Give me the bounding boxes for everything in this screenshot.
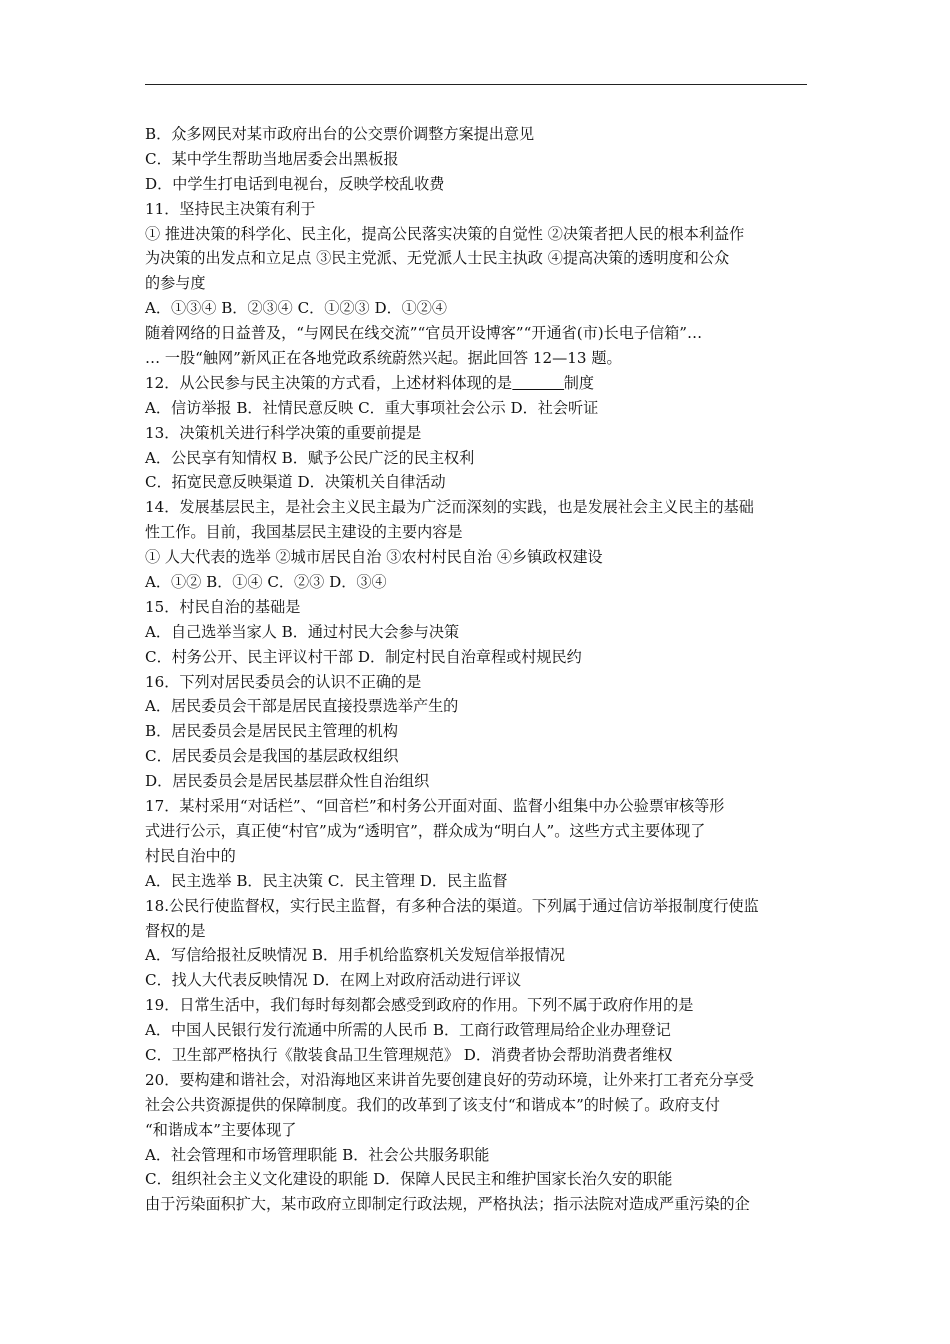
- question-12: [145, 371, 806, 396]
- text-line: 式进行公示，真正使“村官”成为“透明官”，群众成为“明白人”。这些方式主要体现了: [145, 821, 706, 840]
- text-line: 的参与度: [145, 274, 206, 293]
- text-line: ① 推进决策的科学化、民主化，提高公民落实决策的自觉性 ②决策者把人民的根本利益作: [145, 224, 745, 243]
- question-19: 19．日常生活中，我们每时每刻都会感受到政府的作用。下列不属于政府作用的是: [145, 996, 694, 1015]
- options-line: D．居民委员会是居民基层群众性自治组织: [145, 772, 430, 791]
- options-line: A．居民委员会干部是居民直接投票选举产生的: [145, 697, 459, 716]
- text-line: 随着网络的日益普及，“与网民在线交流”“官员开设博客”“开通省(市)长电子信箱”…: [145, 324, 703, 343]
- options-line: C．找人大代表反映情况 D．在网上对政府活动进行评议: [145, 971, 522, 990]
- question-text: [145, 122, 809, 1217]
- q12-after: 制度: [563, 373, 594, 392]
- options-line: C．拓宽民意反映渠道 D．决策机关自律活动: [145, 473, 446, 492]
- options-line: A．民主选举 B．民主决策 C．民主管理 D．民主监督: [145, 871, 508, 890]
- text-line: 督权的是: [145, 921, 206, 940]
- text-line: B．众多网民对某市政府出台的公交票价调整方案提出意见: [145, 125, 535, 143]
- text-line: 由于污染面积扩大，某市政府立即制定行政法规，严格执法；指示法院对造成严重污染的企: [145, 1195, 750, 1214]
- options-line: C．卫生部严格执行《散装食品卫生管理规范》 D．消费者协会帮助消费者维权: [145, 1045, 673, 1064]
- question-16: 16．下列对居民委员会的认识不正确的是: [145, 672, 422, 691]
- text-line: “和谐成本”主要体现了: [145, 1120, 297, 1139]
- question-18: 18.公民行使监督权，实行民主监督，有多种合法的渠道。下列属于通过信访举报制度行使监: [145, 896, 759, 915]
- text-line: ① 人大代表的选举 ②城市居民自治 ③农村村民自治 ④乡镇政权建设: [145, 548, 603, 567]
- text-line: C．某中学生帮助当地居委会出黑板报: [145, 149, 399, 168]
- text-line: 社会公共资源提供的保障制度。我们的改革到了该支付“和谐成本”的时候了。政府支付: [145, 1095, 720, 1114]
- question-20: 20．要构建和谐社会，对沿海地区来讲首先要创建良好的劳动环境，让外来打工者充分享受: [145, 1070, 754, 1089]
- options-line: A．自己选举当家人 B．通过村民大会参与决策: [145, 622, 460, 641]
- options-line: C．组织社会主义文化建设的职能 D．保障人民民主和维护国家长治久安的职能: [145, 1170, 673, 1189]
- question-15: 15．村民自治的基础是: [145, 597, 301, 616]
- text-line: 性工作。目前，我国基层民主建设的主要内容是: [145, 523, 463, 542]
- options-line: A．中国人民银行发行流通中所需的人民币 B．工商行政管理局给企业办理登记: [145, 1021, 671, 1040]
- q12-before: 12．从公民参与民主决策的方式看，上述材料体现的是: [145, 373, 512, 392]
- options-line: C．村务公开、民主评议村干部 D．制定村民自治章程或村规民约: [145, 647, 582, 666]
- question-14: 14．发展基层民主，是社会主义民主最为广泛而深刻的实践，也是发展社会主义民主的基础: [145, 498, 754, 517]
- text-line: D．中学生打电话到电视台，反映学校乱收费: [145, 174, 445, 193]
- options-line: A．①③④ B．②③④ C．①②③ D．①②④: [145, 299, 448, 318]
- fill-in-blank: [512, 375, 564, 390]
- text-line: … 一股“触网”新风正在各地党政系统蔚然兴起。据此回答 12—13 题。: [145, 349, 622, 368]
- text-line: 为决策的出发点和立足点 ③民主党派、无党派人士民主执政 ④提高决策的透明度和公众: [145, 249, 730, 268]
- options-line: B．居民委员会是居民民主管理的机构: [145, 722, 399, 741]
- question-11: 11．坚持民主决策有利于: [145, 199, 316, 218]
- options-line: A．信访举报 B．社情民意反映 C．重大事项社会公示 D．社会听证: [145, 398, 599, 417]
- question-13: 13．决策机关进行科学决策的重要前提是: [145, 423, 422, 442]
- options-line: A．公民享有知情权 B．赋予公民广泛的民主权利: [145, 448, 475, 467]
- header-rule: [145, 84, 807, 85]
- options-line: A．社会管理和市场管理职能 B．社会公共服务职能: [145, 1145, 490, 1164]
- text-line: 村民自治中的: [145, 846, 236, 865]
- options-line: C．居民委员会是我国的基层政权组织: [145, 747, 399, 766]
- question-17: 17．某村采用“对话栏”、“回音栏”和村务公开面对面、监督小组集中办公验票审核等形: [145, 797, 725, 816]
- options-line: A．写信给报社反映情况 B．用手机给监察机关发短信举报情况: [145, 946, 565, 965]
- options-line: A．①② B．①④ C．②③ D．③④: [145, 573, 387, 592]
